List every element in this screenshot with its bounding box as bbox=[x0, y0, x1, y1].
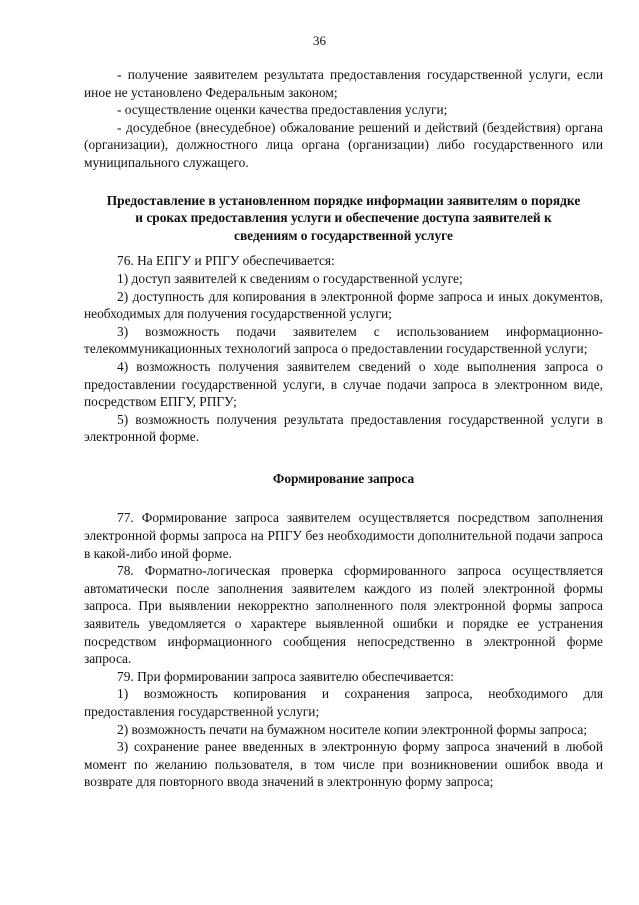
paragraph: 5) возможность получения результата предоставления государственной услуги в электронной форме. bbox=[84, 411, 603, 445]
paragraph: 3) сохранение ранее введенных в электронную форму запроса значений в любой момент по желанию пользователя, в том числе при возникновении ошибок ввода и возврате для повторного ввода значений в электронную форму запроса; bbox=[84, 739, 603, 790]
document-body bbox=[84, 66, 603, 791]
section-heading: Формирование запроса bbox=[272, 470, 415, 486]
paragraph: - досудебное (внесудебное) обжалование решений и действий (бездействия) органа (организации), должностного лица органа (организации) либо государственного или муниципального служащего. bbox=[84, 119, 603, 170]
section-heading: Предоставление в установленном порядке информации заявителям о порядке и сроках предоставления услуги и обеспечение доступа заявителей к сведениям о государственной услуге bbox=[106, 192, 581, 243]
paragraph: - осуществление оценки качества предоставления услуги; bbox=[117, 102, 448, 118]
paragraph: 4) возможность получения заявителем сведений о ходе выполнения запроса о предоставлении государственной услуги, в случае подачи запроса в электронном виде, посредством ЕПГУ, РПГУ; bbox=[84, 358, 603, 410]
paragraph: 2) возможность печати на бумажном носителе копии электронной формы запроса; bbox=[117, 721, 588, 737]
paragraph: 79. При формировании запроса заявителю обеспечивается: bbox=[117, 668, 454, 684]
paragraph: 1) доступ заявителей к сведениям о государственной услуге; bbox=[117, 270, 463, 286]
paragraph: 76. На ЕПГУ и РПГУ обеспечивается: bbox=[117, 253, 335, 269]
paragraph: 77. Формирование запроса заявителем осуществляется посредством заполнения электронной формы запроса на РПГУ без необходимости дополнительной подачи запроса в какой-либо иной форме. bbox=[84, 510, 603, 561]
paragraph: 1) возможность копирования и сохранения запроса, необходимого для предоставления государственной услуги; bbox=[84, 686, 603, 719]
paragraph: 3) возможность подачи заявителем с использованием информационно-телекоммуникационных технологий запроса о предоставлении государственной услуги; bbox=[84, 323, 603, 357]
page-number: 36 bbox=[313, 33, 326, 48]
paragraph: 2) доступность для копирования в электронной форме запроса и иных документов, необходимых для получения государственной услуги; bbox=[84, 288, 603, 322]
paragraph: 78. Форматно-логическая проверка сформированного запроса осуществляется автоматически после заполнения заявителем каждого из полей электронной формы запроса. При выявлении некорректно заполненного поля электронной формы запроса заявитель уведомляется о характере выявленной ошибки и порядке ее устранения посредством информационного сообщения непосредственно в электронной форме запроса. bbox=[84, 563, 603, 667]
paragraph: - получение заявителем результата предоставления государственной услуги, если иное не установлено Федеральным законом; bbox=[84, 67, 603, 100]
